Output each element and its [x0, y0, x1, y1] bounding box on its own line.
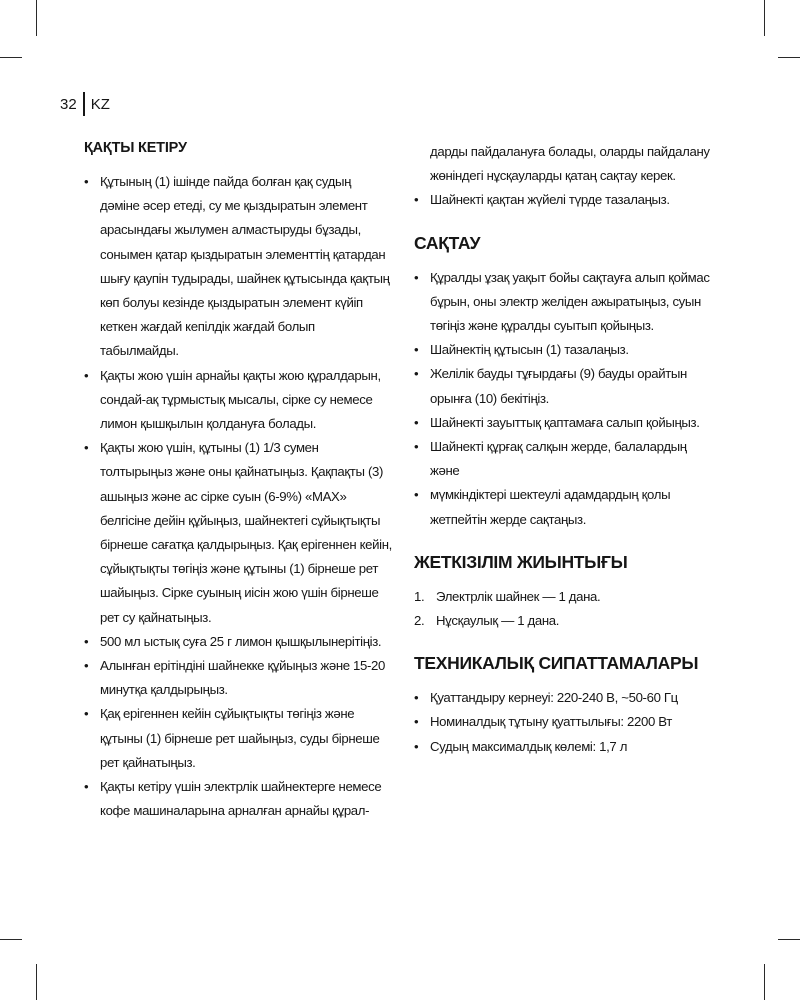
list-item: • Шайнекті қақтан жүйелі түрде тазалаңыз. — [414, 188, 714, 212]
crop-mark-left-lower — [0, 939, 22, 940]
list-item — [414, 609, 714, 633]
list-item: • Қуаттандыру кернеуі: 220-240 В, ~50-60 Гц — [414, 686, 714, 710]
crop-mark-top-right — [764, 0, 765, 36]
left-column — [84, 140, 392, 823]
language-code: KZ — [90, 95, 110, 113]
list-item: • Қақ ерігеннен кейін сұйықтықты төгіңіз және құтыны (1) бірнеше рет шайыңыз, суды бірнеше рет қайнатыңыз. — [84, 702, 392, 775]
kit-heading: ЖЕТКІЗІЛІМ ЖИЫНТЫҒЫ — [414, 551, 628, 572]
list-item: • мүмкіндіктері шектеулі адамдардың қолы жетпейтін жерде сақтаңыз. — [414, 483, 714, 531]
continued-text: дарды пайдалануға болады, оларды пайдалану жөніндегі нұсқауларды қатаң сақтау керек. — [430, 144, 710, 184]
list-item — [414, 585, 714, 609]
descaling-list — [84, 170, 392, 823]
list-item: • Шайнекті құрғақ салқын жерде, балалардың және — [414, 435, 714, 483]
header-divider — [83, 92, 85, 116]
list-item: • Шайнектің құтысын (1) тазалаңыз. — [414, 338, 714, 362]
crop-mark-right-upper — [778, 57, 800, 58]
storage-list — [414, 266, 714, 532]
storage-heading: САҚТАУ — [414, 232, 481, 253]
list-item: • Қақты жою үшін, құтыны (1) 1/3 сумен толтырыңыз және оны қайнатыңыз. Қақпақты (3) ашыңыз және ас сірке суын (6-9%) «MAX» белгісіне дейін құйыңыз, шайнектегі сұйықтықты бірнеше сағатқа қалдырыңыз. Қақ ерігеннен кейін, сұйықтықты төгіңіз және құтыны (1) бірнеше рет шайыңыз. Сірке суының иісін жою үшін бірнеше рет су қайнатыңыз. — [84, 436, 392, 630]
item-text: Электрлік шайнек — 1 дана. — [436, 588, 601, 604]
page-header — [60, 93, 110, 115]
crop-mark-bottom-left — [36, 964, 37, 1000]
crop-mark-left-upper — [0, 57, 22, 58]
item-number: 2. — [414, 613, 425, 629]
list-item: • 500 мл ыстық суға 25 г лимон қышқылынерітіңіз. — [84, 630, 392, 654]
item-number: 1. — [414, 588, 425, 604]
crop-mark-right-lower — [778, 939, 800, 940]
list-item: • Құралды ұзақ уақыт бойы сақтауға алып қоймас бұрын, оны электр желіден ажыратыңыз, суын төгіңіз және құралды суытып қойыңыз. — [414, 266, 714, 339]
list-item: • Шайнекті зауыттық қаптамаға салып қойыңыз. — [414, 411, 714, 435]
list-item: • Алынған ерітіндіні шайнекке құйыңыз және 15-20 минутқа қалдырыңыз. — [84, 654, 392, 702]
right-column — [414, 140, 714, 759]
item-text: Нұсқаулық — 1 дана. — [436, 613, 560, 629]
page-number: 32 — [60, 95, 77, 113]
descaling-list-continued — [414, 188, 714, 212]
descaling-heading: ҚАҚТЫ КЕТІРУ — [84, 140, 187, 156]
list-item: • Қақты кетіру үшін электрлік шайнектерге немесе кофе машиналарына арналған арнайы құрал- — [84, 775, 392, 823]
list-item: • Номиналдық тұтыну қуаттылығы: 2200 Вт — [414, 710, 714, 734]
specs-list — [414, 686, 714, 759]
list-item: • Қақты жою үшін арнайы қақты жою құралдарын, сондай-ақ тұрмыстық мысалы, сірке су немесе лимон қышқылын қолдануға болады. — [84, 364, 392, 437]
list-item: • Желілік бауды тұғырдағы (9) бауды орайтын орынға (10) бекітіңіз. — [414, 362, 714, 410]
crop-mark-bottom-right — [764, 964, 765, 1000]
crop-mark-top-left — [36, 0, 37, 36]
list-item: • Судың максималдық көлемі: 1,7 л — [414, 735, 714, 759]
specs-heading: ТЕХНИКАЛЫҚ СИПАТТАМАЛАРЫ — [414, 653, 699, 674]
kit-list — [414, 585, 714, 633]
list-item: • Құтының (1) ішінде пайда болған қақ судың дәміне әсер етеді, су ме қыздыратын элемент арасындағы жылумен алмастыруды бұзады, сонымен қатар қыздыратын элементтің қатардан шығу қаупін тудырады, шайнек құтысында қақтың көп болуы кезінде қыздыратын элемент күйіп кеткен жағдай кепілдік жағдай болып табылмайды. — [84, 170, 392, 364]
